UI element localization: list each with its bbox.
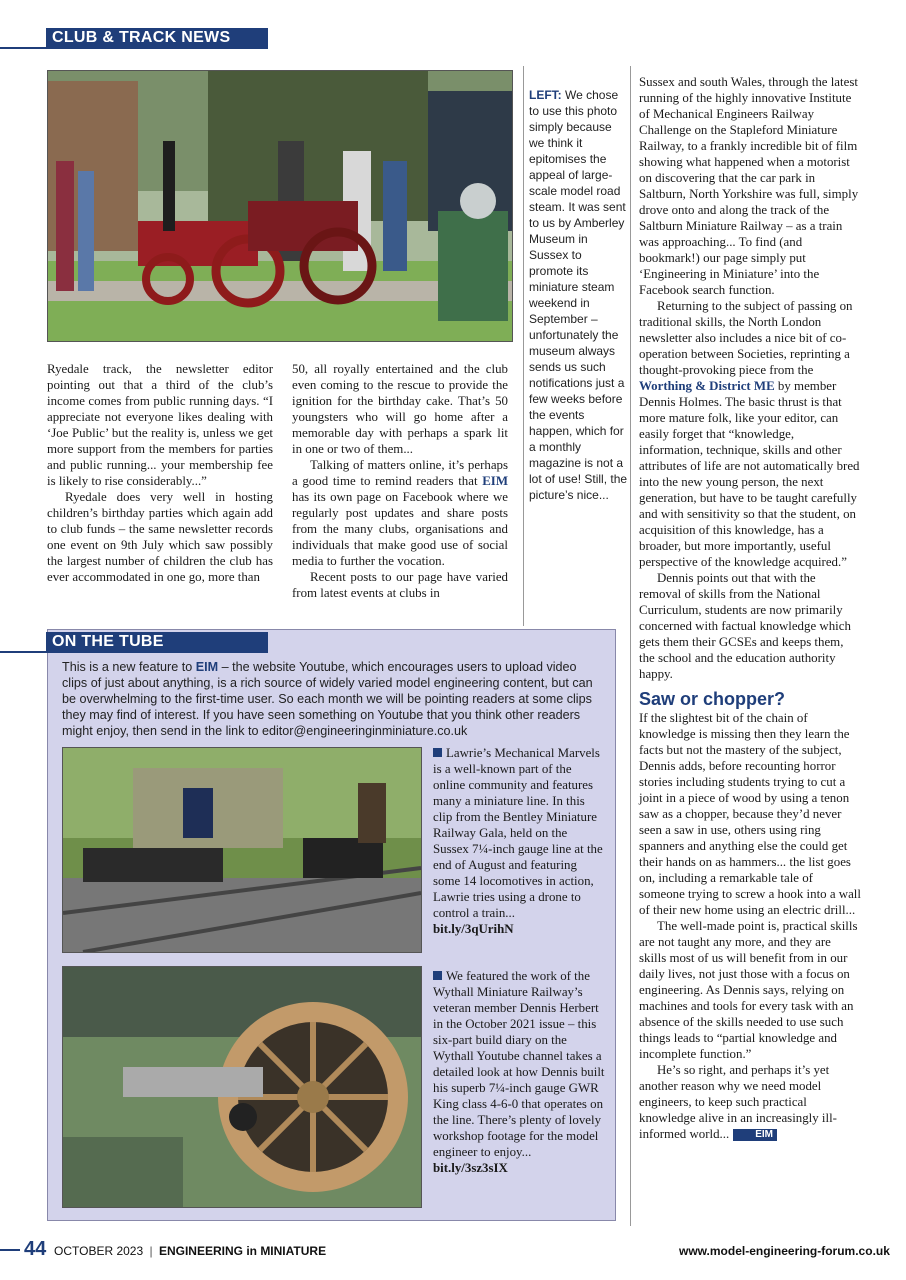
bullet-square-icon <box>433 748 442 757</box>
issue-date: OCTOBER 2023 <box>54 1244 144 1258</box>
footer-divider: | <box>149 1244 153 1258</box>
section-label: CLUB & TRACK NEWS <box>46 28 268 48</box>
subheading: Saw or chopper? <box>639 689 786 709</box>
body-paragraph: If the slightest bit of the chain of knowledge is missing then they learn the facts but not the mastery of the subject, Dennis adds, before recounting horror stories including students trying to cut a joint in a piece of wood by using a tenon saw as a chopper, because they’d never seen a saw in use, others using ring spanners and anything else the could get their hands on as hammers... the list goes on, including a remarkable tale of someone trying to screw a hook into a wall of their new home using an electric drill... <box>639 711 861 917</box>
tube-item-2-text: We featured the work of the Wythall Miniature Railway’s veteran member Dennis Herbert in the October 2021 issue – this six-part build diary on the Wythall Youtube channel takes a detailed look at how Dennis built his superb 7¼-inch gauge GWR King class 4-6-0 that operates on the line. There’s plenty of lovely workshop footage for the model engineer to enjoy... <box>433 969 605 1159</box>
society-name: Worthing & District ME <box>639 379 775 393</box>
body-paragraph: The well-made point is, practical skills are not taught any more, and they are skills most of us will benefit from in our daily lives, not just those with a focus on engineering. As Dennis says, relying on machines and tools for every task with an absence of the skills needed to use such things leads to “partial knowledge and incomplete function.” <box>639 919 858 1061</box>
column-divider <box>630 66 631 1226</box>
tube-section-label: ON THE TUBE <box>46 632 268 652</box>
body-paragraph: Dennis points out that with the removal of skills from the National Curriculum, students are now primarily concerned with factual knowledge which gets them their GCSEs and keeps them, the school and the education authority happy. <box>639 571 851 681</box>
article-column-2 <box>292 361 508 601</box>
tube-link-2[interactable]: bit.ly/3sz3sIX <box>433 1161 508 1175</box>
body-paragraph: Talking of matters online, it’s perhaps a good time to remind readers that EIM has its own page on Facebook where we regularly post updates and share posts from the many clubs, organisations and individuals that make good use of social media to further the vocation. <box>292 458 508 568</box>
body-paragraph: Sussex and south Wales, through the latest running of the highly innovative Institute of Mechanical Engineers Railway Challenge on the Stapleford Miniature Railway, to a frankly incredible bit of film showing what happened when a motorist on discovering that the car park in Saltburn, North Yorkshire was full, simply drove onto and along the track of the Saltburn Miniature Railway – as a train was approaching... To find (and bookmark!) our page simply put ‘Engineering in Miniature’ into the Facebook search function. <box>639 75 859 297</box>
footer-website[interactable]: www.model-engineering-forum.co.uk <box>679 1244 890 1258</box>
article-column-1 <box>47 361 273 585</box>
magazine-title: ENGINEERING in MINIATURE <box>158 1244 327 1258</box>
body-paragraph: Ryedale track, the newsletter editor pointing out that a third of the club’s income comes from public running days. “I appreciate not everyone likes dealing with ‘Joe Public’ but the reality is, unless we get more support from the members for parties and public running... your membership fee is likely to rise considerably...” <box>47 362 273 488</box>
miniature-railway-illustration <box>63 748 421 952</box>
traction-engine-photo <box>47 70 513 342</box>
tube-item-1 <box>433 745 605 937</box>
tube-item-2 <box>433 968 605 1176</box>
tube-item-1-text: Lawrie’s Mechanical Marvels is a well-known part of the online community and features many a miniature line. In this clip from the Bentley Miniature Railway Gala, held on the Sussex 7¼-inch gauge line at the end of August and featuring some 14 locomotives in action, Lawrie tries using a drone to control a train... <box>433 746 603 920</box>
caption-label: LEFT: <box>529 88 562 102</box>
miniature-railway-photo <box>62 747 422 953</box>
article-column-4 <box>639 74 861 1142</box>
eim-name: EIM <box>482 474 508 488</box>
bullet-square-icon <box>433 971 442 980</box>
workshop-wheel-photo <box>62 966 422 1208</box>
workshop-wheel-illustration <box>63 967 421 1207</box>
footer-issue <box>54 1244 326 1258</box>
eim-name: EIM <box>195 660 219 674</box>
body-paragraph: Recent posts to our page have varied from latest events at clubs in <box>292 570 508 600</box>
tube-link-1[interactable]: bit.ly/3qUrihN <box>433 922 514 936</box>
column-divider <box>523 66 524 626</box>
eim-end-logo: EIM <box>733 1129 777 1141</box>
body-paragraph: 50, all royally entertained and the club even coming to the rescue to provide the ignition for the birthday cake. That’s 50 youngsters who will go home after a memorable day with perhaps a spark lit in one or two of them... <box>292 362 508 456</box>
caption-text: We chose to use this photo simply because we think it epitomises the appeal of large-scale model road steam. It was sent to us by Amberley Museum in Sussex to promote its miniature steam weekend in September – unfortunately the museum always sends us such notifications just a few weeks before the events happen, which for a monthly magazine is not a lot of use! Still, the picture’s nice... <box>529 88 628 502</box>
tube-intro: This is a new feature to EIM – the website Youtube, which encourages users to upload video clips of just about anything, is a rich source of widely varied model engineering content, but can be overwhelming to the first-time user. So each month we will be pointing readers at some clips they may find of interest. If you have seen something on Youtube that you think other readers might enjoy, then send in the link to editor@engineeringinminiature.co.uk <box>62 660 593 738</box>
photo-caption <box>529 87 628 503</box>
page-number: 44 <box>24 1238 47 1260</box>
body-paragraph: He’s so right, and perhaps it’s yet another reason why we need model engineers, to keep such practical knowledge alive in an increasingly ill-informed world... EIM <box>639 1063 837 1141</box>
body-paragraph: Ryedale does very well in hosting children’s birthday parties which again add to club funds – the same newsletter records one event on 9th July which saw possibly the largest number of children the club has ever accommodated in one go, more than <box>47 490 273 584</box>
traction-engine-illustration <box>48 71 512 341</box>
footer-rule <box>0 1249 20 1251</box>
body-paragraph: Returning to the subject of passing on traditional skills, the North London newsletter also includes a nice bit of co-operation between Societies, reprinting a thought-provoking piece from the Worthing & District ME by member Dennis Holmes. The basic thrust is that more mature folk, like your editor, can easily forget that “knowledge, information, technique, skills and other attributes of life are not automatically bred into the new young person, the next generation, but have to be taught carefully and with sensitivity so that the student, on acquisition of this knowledge, has a broader, but more importantly, useful perspective of the knowledge acquired.” <box>639 299 860 569</box>
